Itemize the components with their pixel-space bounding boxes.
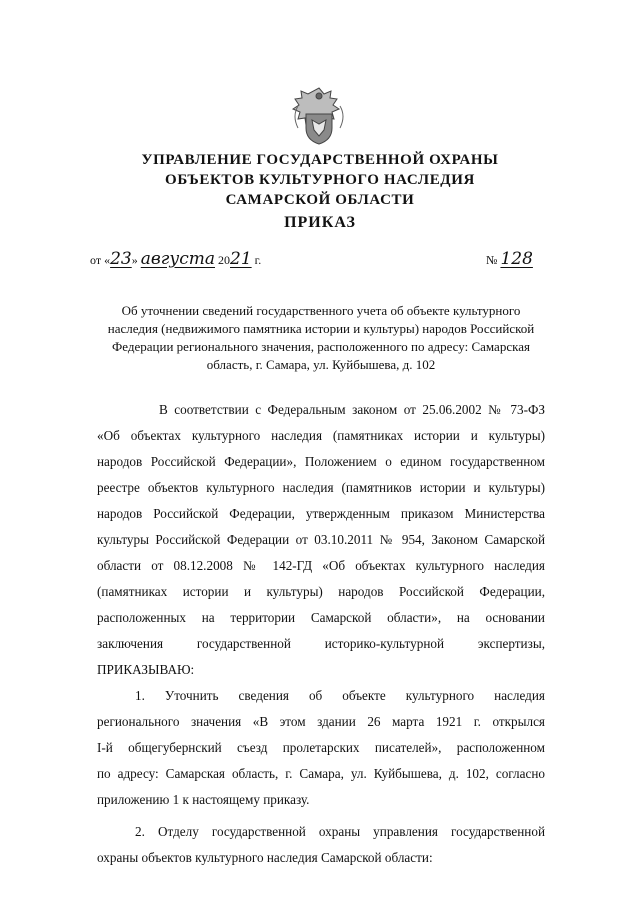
body-line: 1. Уточнить сведения об объекте культурного наследия (135, 688, 545, 703)
org-line: УПРАВЛЕНИЕ ГОСУДАРСТВЕННОЙ ОХРАНЫ (141, 152, 499, 168)
date-year-start: 20 (218, 253, 230, 267)
body-line: приложению 1 к настоящему приказу. (97, 792, 310, 807)
body-line: заключения государственной историко-культурной экспертизы, (97, 636, 545, 651)
subject-line: область, г. Самара, ул. Куйбышева, д. 102 (206, 357, 436, 372)
organization-name (0, 150, 640, 210)
date-year-end: 21 (230, 249, 252, 269)
subject-line: наследия (недвижимого памятника истории и культуры) народов Российской (107, 321, 535, 336)
document-type-title: ПРИКАЗ (284, 214, 356, 231)
order-date (90, 249, 261, 269)
order-directive: ПРИКАЗЫВАЮ: (97, 662, 195, 677)
subject-line: Федерации регионального значения, расположенного по адресу: Самарская (112, 339, 530, 354)
body-line: I-й общегубернский съезд пролетарских писателей», расположенном (97, 740, 545, 755)
number-value: 128 (500, 249, 533, 269)
body-line: «Об объектах культурного наследия (памятниках истории и культуры) (97, 428, 545, 443)
number-prefix: № (486, 253, 498, 267)
body-line: реестре объектов культурного наследия (памятников истории и культуры) (97, 480, 545, 495)
order-subject (90, 302, 552, 374)
body-line: народов Российской Федерации», Положением о едином государственном (97, 454, 545, 469)
body-line: культуры Российской Федерации от 03.10.2011 № 954, Законом Самарской (97, 532, 545, 547)
coat-of-arms-emblem (284, 84, 354, 150)
date-month: августа (140, 249, 215, 269)
order-number (486, 249, 533, 269)
date-prefix: от « (90, 253, 111, 267)
body-line: (памятниках истории и культуры) народов Российской Федерации, (97, 584, 545, 599)
body-line: В соответствии с Федеральным законом от 25.06.2002 № 73-ФЗ (159, 402, 545, 417)
body-line: по адресу: Самарская область, г. Самара, ул. Куйбышева, д. 102, согласно (97, 766, 545, 781)
body-line: 2. Отделу государственной охраны управления государственной (135, 824, 545, 839)
date-suffix: г. (254, 253, 262, 267)
org-line: ОБЪЕКТОВ КУЛЬТУРНОГО НАСЛЕДИЯ (165, 172, 475, 188)
body-line: охраны объектов культурного наследия Самарской области: (97, 850, 433, 865)
order-body (97, 397, 545, 871)
body-line: расположенных на территории Самарской области», на основании (97, 610, 545, 625)
date-mid: » (131, 253, 138, 267)
date-day: 23 (110, 249, 132, 269)
body-line: народов Российской Федерации, утвержденным приказом Министерства (97, 506, 545, 521)
org-line: САМАРСКОЙ ОБЛАСТИ (225, 192, 415, 208)
body-line: регионального значения «В этом здании 26 марта 1921 г. открылся (97, 714, 545, 729)
subject-line: Об уточнении сведений государственного учета об объекте культурного (121, 303, 521, 318)
body-line: области от 08.12.2008 № 142-ГД «Об объектах культурного наследия (97, 558, 545, 573)
